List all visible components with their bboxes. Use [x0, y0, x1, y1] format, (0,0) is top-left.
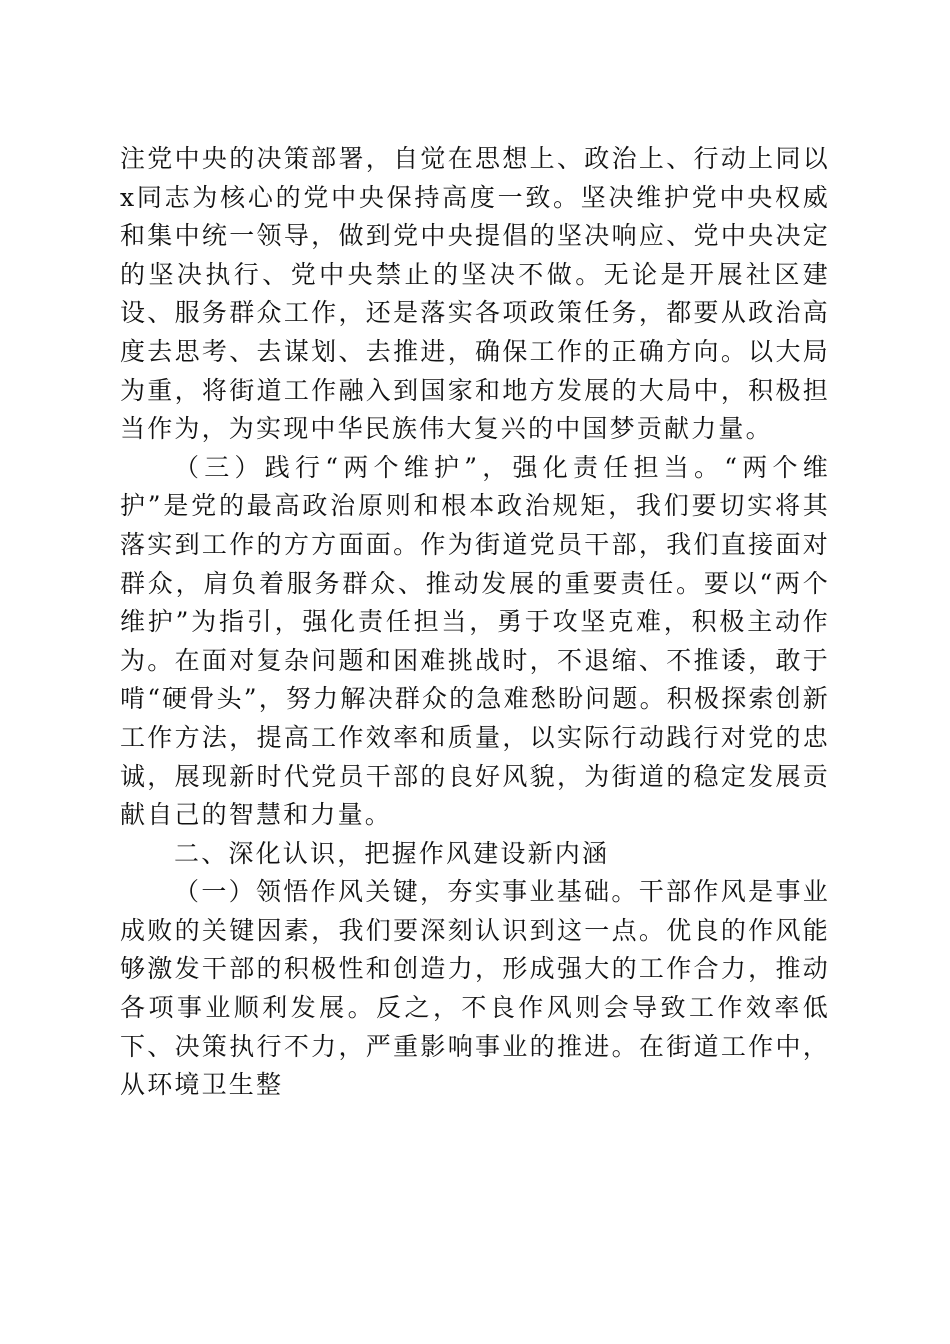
section-heading-2: 二、深化认识，把握作风建设新内涵 [174, 838, 610, 868]
paragraph-two-safeguards: （三）践行“两个维护”，强化责任担当。“两个维护”是党的最高政治原则和根本政治规矩，我们要切实将其落实到工作的方方面面。作为街道党员干部，我们直接面对群众，肩负着服务群众、推动发展的重要责任。要以“两个维护”为指引，强化责任担当，勇于攻坚克难，积极主动作为。在面对复杂问题和困难挑战时，不退缩、不推诿，敢于啃“硬骨头”，努力解决群众的急难愁盼问题。积极探索创新工作方法，提高工作效率和质量，以实际行动践行对党的忠诚，展现新时代党员干部的良好风貌，为街道的稳定发展贡献自己的智慧和力量。 [120, 452, 830, 830]
document-page [120, 140, 830, 1105]
paragraph-continuation: 注党中央的决策部署，自觉在思想上、政治上、行动上同以x同志为核心的党中央保持高度一致。坚决维护党中央权威和集中统一领导，做到党中央提倡的坚决响应、党中央决定的坚决执行、党中央禁止的坚决不做。无论是开展社区建设、服务群众工作，还是落实各项政策任务，都要从政治高度去思考、去谋划、去推进，确保工作的正确方向。以大局为重，将街道工作融入到国家和地方发展的大局中，积极担当作为，为实现中华民族伟大复兴的中国梦贡献力量。 [120, 144, 830, 444]
paragraph-work-style: （一）领悟作风关键，夯实事业基础。干部作风是事业成败的关键因素，我们要深刻认识到这一点。优良的作风能够激发干部的积极性和创造力，形成强大的工作合力，推动各项事业顺利发展。反之，不良作风则会导致工作效率低下、决策执行不力，严重影响事业的推进。在街道工作中，从环境卫生整 [120, 877, 830, 1100]
